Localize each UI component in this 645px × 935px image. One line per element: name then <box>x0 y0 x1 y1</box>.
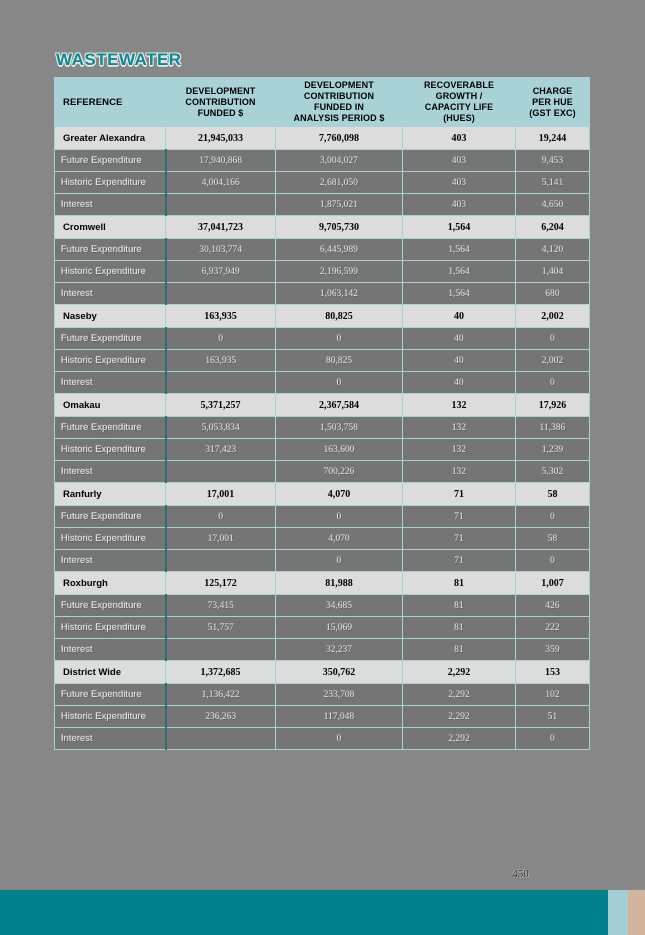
cell-sub-label: Interest <box>55 550 166 572</box>
cell-recoverable-growth: 403 <box>403 127 516 150</box>
cell-sub-label: Future Expenditure <box>55 506 166 528</box>
table-row-historic-expenditure <box>55 350 590 372</box>
footer-blue-block <box>608 890 628 935</box>
cell-charge-per-hue: 102 <box>516 684 590 706</box>
cell-dc-funded: 73,415 <box>166 595 276 617</box>
table-row-historic-expenditure <box>55 439 590 461</box>
cell-dc-funded-analysis: 7,760,098 <box>276 127 403 150</box>
cell-charge-per-hue: 0 <box>516 328 590 350</box>
footer-teal-block <box>0 890 608 935</box>
cell-charge-per-hue: 58 <box>516 528 590 550</box>
column-header-line: ANALYSIS PERIOD $ <box>293 113 385 123</box>
column-header-line: DEVELOPMENT <box>185 85 256 96</box>
cell-area-name: Naseby <box>55 305 166 328</box>
cell-sub-label: Interest <box>55 461 166 483</box>
cell-recoverable-growth: 403 <box>403 172 516 194</box>
cell-charge-per-hue: 2,002 <box>516 350 590 372</box>
cell-dc-funded <box>166 728 276 750</box>
table-row-interest <box>55 728 590 750</box>
cell-dc-funded-analysis: 80,825 <box>276 350 403 372</box>
table-row-future-expenditure <box>55 239 590 261</box>
table-header-row <box>55 78 590 127</box>
cell-dc-funded-analysis: 0 <box>276 328 403 350</box>
cell-dc-funded: 4,004,166 <box>166 172 276 194</box>
cell-dc-funded-analysis: 32,237 <box>276 639 403 661</box>
cell-dc-funded-analysis: 9,705,730 <box>276 216 403 239</box>
column-header-line: FUNDED $ <box>197 107 244 118</box>
table-body <box>55 127 590 750</box>
cell-area-name: Ranfurly <box>55 483 166 506</box>
cell-recoverable-growth: 71 <box>403 550 516 572</box>
cell-charge-per-hue: 58 <box>516 483 590 506</box>
cell-charge-per-hue: 0 <box>516 728 590 750</box>
cell-charge-per-hue: 19,244 <box>516 127 590 150</box>
cell-charge-per-hue: 2,002 <box>516 305 590 328</box>
cell-charge-per-hue: 1,239 <box>516 439 590 461</box>
cell-dc-funded-analysis: 3,004,027 <box>276 150 403 172</box>
table-row-interest <box>55 194 590 216</box>
table-row-historic-expenditure <box>55 706 590 728</box>
column-header-line: (GST EXC) <box>529 107 576 118</box>
cell-recoverable-growth: 132 <box>403 439 516 461</box>
cell-recoverable-growth: 132 <box>403 417 516 439</box>
cell-charge-per-hue: 6,204 <box>516 216 590 239</box>
cell-recoverable-growth: 81 <box>403 572 516 595</box>
cell-sub-label: Historic Expenditure <box>55 706 166 728</box>
cell-charge-per-hue: 153 <box>516 661 590 684</box>
column-header-dc-funded-analysis <box>276 78 403 127</box>
cell-dc-funded <box>166 283 276 305</box>
cell-charge-per-hue: 5,302 <box>516 461 590 483</box>
cell-recoverable-growth: 1,564 <box>403 283 516 305</box>
column-header-line: REFERENCE <box>63 96 123 108</box>
cell-sub-label: Interest <box>55 372 166 394</box>
cell-charge-per-hue: 4,120 <box>516 239 590 261</box>
cell-area-name: Omakau <box>55 394 166 417</box>
cell-charge-per-hue: 17,926 <box>516 394 590 417</box>
table-row-future-expenditure <box>55 328 590 350</box>
footer-tan-block <box>628 890 645 935</box>
table-row-area <box>55 661 590 684</box>
footer-bar <box>0 890 645 935</box>
column-header-line: FUNDED IN <box>314 102 364 112</box>
cell-dc-funded: 6,937,949 <box>166 261 276 283</box>
cell-sub-label: Interest <box>55 283 166 305</box>
cell-area-name: District Wide <box>55 661 166 684</box>
cell-dc-funded: 5,053,834 <box>166 417 276 439</box>
cell-sub-label: Future Expenditure <box>55 684 166 706</box>
cell-dc-funded <box>166 461 276 483</box>
column-header-reference <box>55 78 166 127</box>
cell-charge-per-hue: 359 <box>516 639 590 661</box>
column-header-line: PER HUE <box>532 96 573 107</box>
page-title: WASTEWATER <box>56 50 182 69</box>
cell-dc-funded-analysis: 233,708 <box>276 684 403 706</box>
cell-dc-funded <box>166 550 276 572</box>
cell-charge-per-hue: 0 <box>516 506 590 528</box>
cell-dc-funded-analysis: 15,069 <box>276 617 403 639</box>
cell-sub-label: Interest <box>55 639 166 661</box>
table-row-future-expenditure <box>55 506 590 528</box>
cell-dc-funded: 1,372,685 <box>166 661 276 684</box>
cell-charge-per-hue: 51 <box>516 706 590 728</box>
cell-dc-funded: 17,940,868 <box>166 150 276 172</box>
cell-dc-funded-analysis: 34,685 <box>276 595 403 617</box>
cell-recoverable-growth: 2,292 <box>403 684 516 706</box>
cell-recoverable-growth: 403 <box>403 194 516 216</box>
cell-recoverable-growth: 1,564 <box>403 261 516 283</box>
cell-dc-funded-analysis: 700,226 <box>276 461 403 483</box>
cell-dc-funded-analysis: 2,196,599 <box>276 261 403 283</box>
cell-dc-funded <box>166 372 276 394</box>
cell-dc-funded-analysis: 80,825 <box>276 305 403 328</box>
cell-recoverable-growth: 2,292 <box>403 728 516 750</box>
cell-dc-funded-analysis: 6,445,989 <box>276 239 403 261</box>
cell-sub-label: Historic Expenditure <box>55 172 166 194</box>
table-row-future-expenditure <box>55 150 590 172</box>
cell-area-name: Roxburgh <box>55 572 166 595</box>
cell-dc-funded: 0 <box>166 328 276 350</box>
cell-recoverable-growth: 81 <box>403 639 516 661</box>
cell-dc-funded-analysis: 0 <box>276 372 403 394</box>
cell-recoverable-growth: 71 <box>403 506 516 528</box>
table-header <box>55 78 590 127</box>
column-header-line: DEVELOPMENT <box>304 80 374 90</box>
table-row-area <box>55 127 590 150</box>
wastewater-table-container <box>54 77 589 750</box>
cell-dc-funded: 51,757 <box>166 617 276 639</box>
table-row-interest <box>55 639 590 661</box>
table-row-area <box>55 572 590 595</box>
cell-recoverable-growth: 40 <box>403 305 516 328</box>
wastewater-contributions-table <box>54 77 590 750</box>
cell-charge-per-hue: 0 <box>516 550 590 572</box>
cell-recoverable-growth: 132 <box>403 394 516 417</box>
cell-dc-funded <box>166 194 276 216</box>
cell-dc-funded: 17,001 <box>166 528 276 550</box>
column-header-charge-per-hue <box>516 78 590 127</box>
cell-sub-label: Future Expenditure <box>55 595 166 617</box>
cell-dc-funded: 37,041,723 <box>166 216 276 239</box>
table-row-interest <box>55 550 590 572</box>
column-header-line: GROWTH / <box>435 91 483 101</box>
cell-recoverable-growth: 40 <box>403 350 516 372</box>
cell-dc-funded-analysis: 0 <box>276 728 403 750</box>
table-row-future-expenditure <box>55 417 590 439</box>
cell-sub-label: Future Expenditure <box>55 417 166 439</box>
cell-charge-per-hue: 5,141 <box>516 172 590 194</box>
column-header-line: CAPACITY LIFE <box>424 102 494 112</box>
cell-dc-funded-analysis: 350,762 <box>276 661 403 684</box>
table-row-historic-expenditure <box>55 172 590 194</box>
cell-sub-label: Historic Expenditure <box>55 261 166 283</box>
cell-dc-funded: 236,263 <box>166 706 276 728</box>
cell-recoverable-growth: 81 <box>403 617 516 639</box>
cell-dc-funded-analysis: 1,875,021 <box>276 194 403 216</box>
cell-charge-per-hue: 9,453 <box>516 150 590 172</box>
column-header-line: CONTRIBUTION <box>185 96 256 107</box>
cell-recoverable-growth: 81 <box>403 595 516 617</box>
cell-charge-per-hue: 1,404 <box>516 261 590 283</box>
cell-dc-funded-analysis: 1,063,142 <box>276 283 403 305</box>
cell-dc-funded-analysis: 1,503,758 <box>276 417 403 439</box>
cell-sub-label: Historic Expenditure <box>55 439 166 461</box>
table-row-future-expenditure <box>55 684 590 706</box>
table-row-area <box>55 216 590 239</box>
cell-sub-label: Interest <box>55 194 166 216</box>
cell-dc-funded-analysis: 0 <box>276 506 403 528</box>
cell-recoverable-growth: 1,564 <box>403 239 516 261</box>
cell-recoverable-growth: 71 <box>403 528 516 550</box>
cell-dc-funded-analysis: 163,600 <box>276 439 403 461</box>
cell-recoverable-growth: 2,292 <box>403 706 516 728</box>
cell-recoverable-growth: 132 <box>403 461 516 483</box>
column-header-recoverable-growth <box>403 78 516 127</box>
cell-dc-funded-analysis: 81,988 <box>276 572 403 595</box>
cell-sub-label: Interest <box>55 728 166 750</box>
cell-recoverable-growth: 40 <box>403 372 516 394</box>
cell-sub-label: Historic Expenditure <box>55 528 166 550</box>
cell-dc-funded: 163,935 <box>166 350 276 372</box>
page-number: 450 <box>512 868 529 880</box>
cell-dc-funded-analysis: 4,070 <box>276 528 403 550</box>
cell-charge-per-hue: 11,386 <box>516 417 590 439</box>
table-row-area <box>55 483 590 506</box>
cell-sub-label: Future Expenditure <box>55 239 166 261</box>
table-row-historic-expenditure <box>55 261 590 283</box>
cell-area-name: Cromwell <box>55 216 166 239</box>
cell-dc-funded: 163,935 <box>166 305 276 328</box>
cell-dc-funded-analysis: 4,070 <box>276 483 403 506</box>
table-row-interest <box>55 461 590 483</box>
column-header-line: CONTRIBUTION <box>303 91 375 101</box>
cell-dc-funded: 125,172 <box>166 572 276 595</box>
cell-charge-per-hue: 0 <box>516 372 590 394</box>
cell-dc-funded-analysis: 2,681,050 <box>276 172 403 194</box>
cell-dc-funded: 30,103,774 <box>166 239 276 261</box>
cell-sub-label: Historic Expenditure <box>55 617 166 639</box>
cell-sub-label: Future Expenditure <box>55 150 166 172</box>
table-row-interest <box>55 372 590 394</box>
cell-area-name: Greater Alexandra <box>55 127 166 150</box>
table-row-area <box>55 305 590 328</box>
column-header-line: CHARGE <box>532 85 573 96</box>
table-row-historic-expenditure <box>55 617 590 639</box>
cell-dc-funded: 0 <box>166 506 276 528</box>
table-row-interest <box>55 283 590 305</box>
cell-charge-per-hue: 4,650 <box>516 194 590 216</box>
cell-dc-funded-analysis: 0 <box>276 550 403 572</box>
cell-charge-per-hue: 1,007 <box>516 572 590 595</box>
page-number-container <box>0 868 645 880</box>
column-header-line: (HUES) <box>443 113 475 123</box>
cell-dc-funded <box>166 639 276 661</box>
cell-dc-funded: 1,136,422 <box>166 684 276 706</box>
table-row-future-expenditure <box>55 595 590 617</box>
cell-charge-per-hue: 680 <box>516 283 590 305</box>
cell-sub-label: Future Expenditure <box>55 328 166 350</box>
cell-dc-funded-analysis: 2,367,584 <box>276 394 403 417</box>
cell-charge-per-hue: 426 <box>516 595 590 617</box>
cell-charge-per-hue: 222 <box>516 617 590 639</box>
table-row-area <box>55 394 590 417</box>
column-header-line: RECOVERABLE <box>423 80 495 90</box>
cell-dc-funded: 317,423 <box>166 439 276 461</box>
cell-recoverable-growth: 1,564 <box>403 216 516 239</box>
cell-recoverable-growth: 2,292 <box>403 661 516 684</box>
cell-recoverable-growth: 40 <box>403 328 516 350</box>
cell-sub-label: Historic Expenditure <box>55 350 166 372</box>
cell-dc-funded-analysis: 117,048 <box>276 706 403 728</box>
column-header-dc-funded <box>166 78 276 127</box>
cell-dc-funded: 17,001 <box>166 483 276 506</box>
cell-dc-funded: 5,371,257 <box>166 394 276 417</box>
cell-recoverable-growth: 403 <box>403 150 516 172</box>
cell-recoverable-growth: 71 <box>403 483 516 506</box>
table-row-historic-expenditure <box>55 528 590 550</box>
cell-dc-funded: 21,945,033 <box>166 127 276 150</box>
